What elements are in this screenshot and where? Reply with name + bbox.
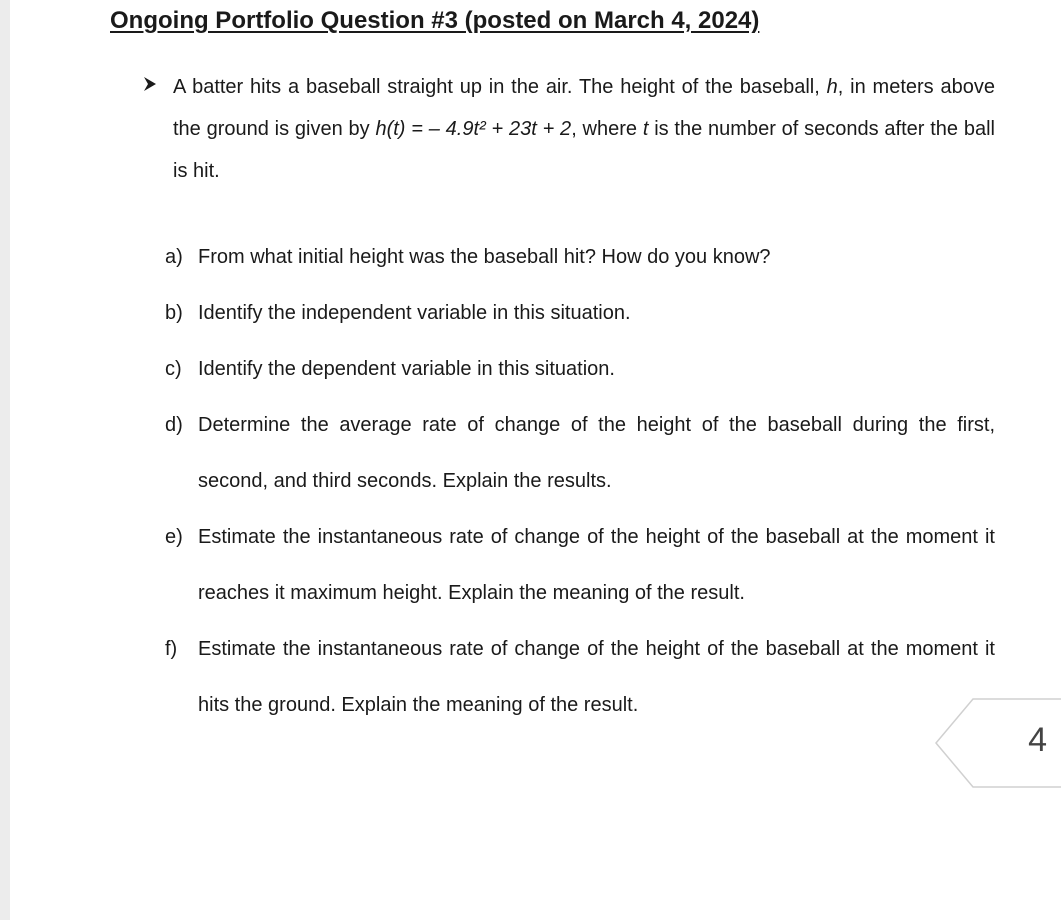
question-e xyxy=(165,509,995,621)
height-function: h(t) = – 4.9t² + 23t + 2 xyxy=(375,118,572,140)
question-list xyxy=(165,229,995,733)
document-page xyxy=(10,0,1061,920)
question-label: d) xyxy=(165,414,183,436)
question-label: a) xyxy=(165,246,183,268)
question-text: Identify the independent variable in this situation. xyxy=(198,302,631,324)
question-d xyxy=(165,397,995,509)
intro-text-2: , in meters above the ground is given by xyxy=(173,76,995,140)
question-text: Estimate the instantaneous rate of change of the height of the baseball at the moment it hits the ground. Explain the meaning of the result. xyxy=(198,638,995,716)
question-label: e) xyxy=(165,526,183,548)
page-number: 4 xyxy=(1028,721,1047,759)
question-text: Estimate the instantaneous rate of change of the height of the baseball at the moment it reaches it maximum height. Explain the meaning of the result. xyxy=(198,526,995,604)
intro-text-4: is the number of seconds after the ball is hit. xyxy=(173,118,995,182)
intro-text-3: , where xyxy=(571,118,643,140)
question-text: Identify the dependent variable in this situation. xyxy=(198,358,615,380)
question-a xyxy=(165,229,995,285)
question-f xyxy=(165,621,995,733)
intro-text-1: A batter hits a baseball straight up in the air. The height of the baseball, xyxy=(173,76,827,98)
page-number-tab[interactable] xyxy=(928,698,1061,788)
page-title: Ongoing Portfolio Question #3 (posted on March 4, 2024) xyxy=(110,7,760,34)
question-b xyxy=(165,285,995,341)
question-label: c) xyxy=(165,358,182,380)
variable-t: t xyxy=(642,118,649,140)
question-label: b) xyxy=(165,302,183,324)
arrowhead-bullet-icon xyxy=(143,76,157,95)
question-label: f) xyxy=(165,638,178,660)
question-text: From what initial height was the baseball hit? How do you know? xyxy=(198,246,771,268)
question-c xyxy=(165,341,995,397)
question-text: Determine the average rate of change of the height of the baseball during the first, second, and third seconds. Explain the results. xyxy=(198,414,995,492)
variable-h: h xyxy=(826,76,838,98)
problem-statement xyxy=(173,66,995,192)
